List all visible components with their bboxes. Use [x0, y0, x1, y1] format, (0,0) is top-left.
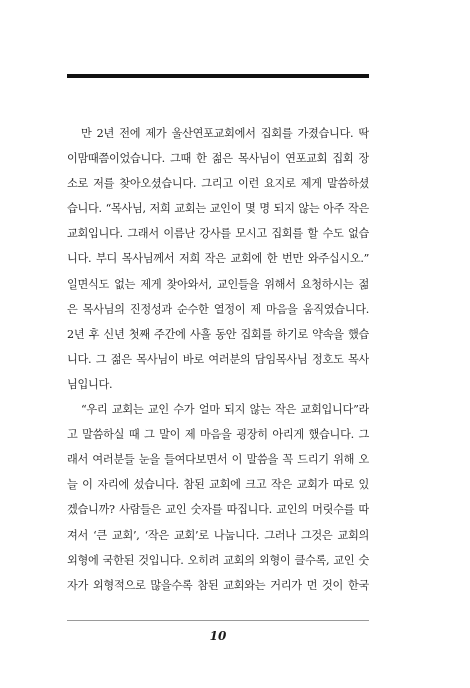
text-line: 일면식도 없는 제게 찾아와서, 교인들을 위해서 요청하시는 젊 [67, 277, 369, 291]
footer-rule [67, 620, 369, 621]
text-line: 이맘때쯤이었습니다. 그때 한 젊은 목사님이 연포교회 집회 장 [67, 152, 369, 166]
text-line: “우리 교회는 교인 수가 얼마 되지 않는 작은 교회입니다”라 [81, 403, 369, 417]
text-line: 져서 ‘큰 교회’, ‘작은 교회’로 나눕니다. 그러나 그것은 교회의 [67, 528, 369, 542]
text-line: 니다. 그 젊은 목사님이 바로 여러분의 담임목사님 정호도 목사 [67, 352, 369, 366]
header-rule [67, 74, 369, 78]
text-line: 늘 이 자리에 섰습니다. 참된 교회에 크고 작은 교회가 따로 있 [67, 478, 369, 492]
text-line: 자가 외형적으로 많을수록 참된 교회와는 거리가 먼 것이 한국 [67, 578, 369, 592]
text-line: 2년 후 신년 첫째 주간에 사흘 동안 집회를 하기로 약속을 했습 [67, 327, 369, 341]
text-line: 은 목사님의 진정성과 순수한 열정이 제 마음을 움직였습니다. [67, 302, 369, 316]
text-line: 만 2년 전에 제가 울산연포교회에서 집회를 가졌습니다. 딱 [81, 127, 369, 140]
text-line: 고 말씀하실 때 그 말이 제 마음을 굉장히 아리게 했습니다. 그 [67, 428, 369, 442]
text-line: 외형에 국한된 것입니다. 오히려 교회의 외형이 클수록, 교인 숫 [67, 553, 369, 567]
page-number: 10 [209, 629, 227, 643]
text-line: 겠습니까? 사람들은 교인 숫자를 따집니다. 교인의 머릿수를 따 [67, 503, 369, 517]
text-line: 소로 저를 찾아오셨습니다. 그리고 이런 요지로 제게 말씀하셨 [67, 177, 369, 191]
text-line: 래서 여러분들 눈을 들여다보면서 이 말씀을 꼭 드리기 위해 오 [67, 453, 369, 467]
text-line: 님입니다. [67, 377, 113, 391]
text-line: 습니다. “목사님, 저희 교회는 교인이 몇 명 되지 않는 아주 작은 [67, 202, 369, 216]
text-line: 교회입니다. 그래서 이름난 강사를 모시고 집회를 할 수도 없습 [67, 227, 369, 241]
text-line: 니다. 부디 목사님께서 저희 작은 교회에 한 번만 와주십시오.” [67, 252, 369, 266]
body-text [67, 121, 369, 598]
